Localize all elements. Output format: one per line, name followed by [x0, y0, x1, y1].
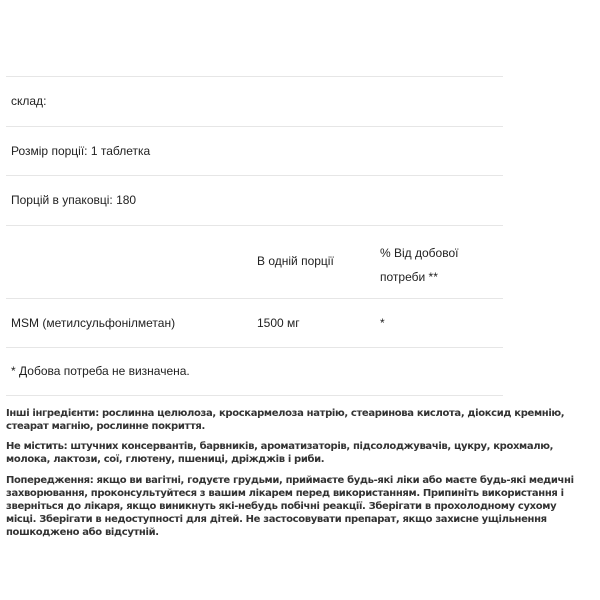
supplement-facts-table	[6, 76, 503, 396]
does-not-contain-text: Не містить: штучних консервантів, барвників, ароматизаторів, підсолоджувачів, цукру, крохмалю, молока, лактози, сої, глютену, пшениці, дріжджів і риби.	[6, 441, 554, 465]
composition-label: склад:	[11, 94, 47, 109]
header-daily-value-line2: потреби **	[380, 269, 438, 284]
servings-per-container: Порцій в упаковці: 180	[11, 193, 137, 208]
other-ingredients	[6, 407, 576, 433]
header-per-serving: В одній порції	[257, 253, 334, 268]
ingredient-amount: 1500 мг	[257, 315, 300, 330]
header-daily-value-line1: % Від добової	[380, 245, 459, 260]
does-not-contain	[6, 440, 576, 466]
table-header-row	[6, 225, 503, 298]
other-ingredients-text: Інші інгредієнти: рослинна целюлоза, кроскармелоза натрію, стеаринова кислота, діоксид кремнію, стеарат магнію, рослинне покриття.	[6, 408, 565, 432]
servings-per-container-row	[6, 175, 503, 225]
ingredient-daily-value: *	[380, 315, 385, 330]
warning-text: Попередження: якщо ви вагітні, годуєте грудьми, приймаєте будь-які ліки або маєте будь-які медичні захворювання, проконсультуйтеся з вашим лікарем перед використанням. Припиніть використання і зверніться до лікаря, якщо виникнуть які-небудь побічні реакції. Зберігати в прохолодному сухому місці. Зберігати в недоступності для дітей. Не застосовувати препарат, якщо захисне ущільнення пошкоджено або відсутній.	[6, 475, 574, 538]
footnote-row	[6, 347, 503, 396]
ingredient-name: MSM (метилсульфонілметан)	[11, 315, 176, 330]
serving-size-row	[6, 126, 503, 176]
warning	[6, 474, 576, 539]
composition-row	[6, 76, 503, 126]
header-daily-value	[380, 241, 480, 289]
table-row	[6, 298, 503, 347]
serving-size: Розмір порції: 1 таблетка	[11, 143, 151, 158]
footnote: * Добова потреба не визначена.	[11, 364, 190, 378]
